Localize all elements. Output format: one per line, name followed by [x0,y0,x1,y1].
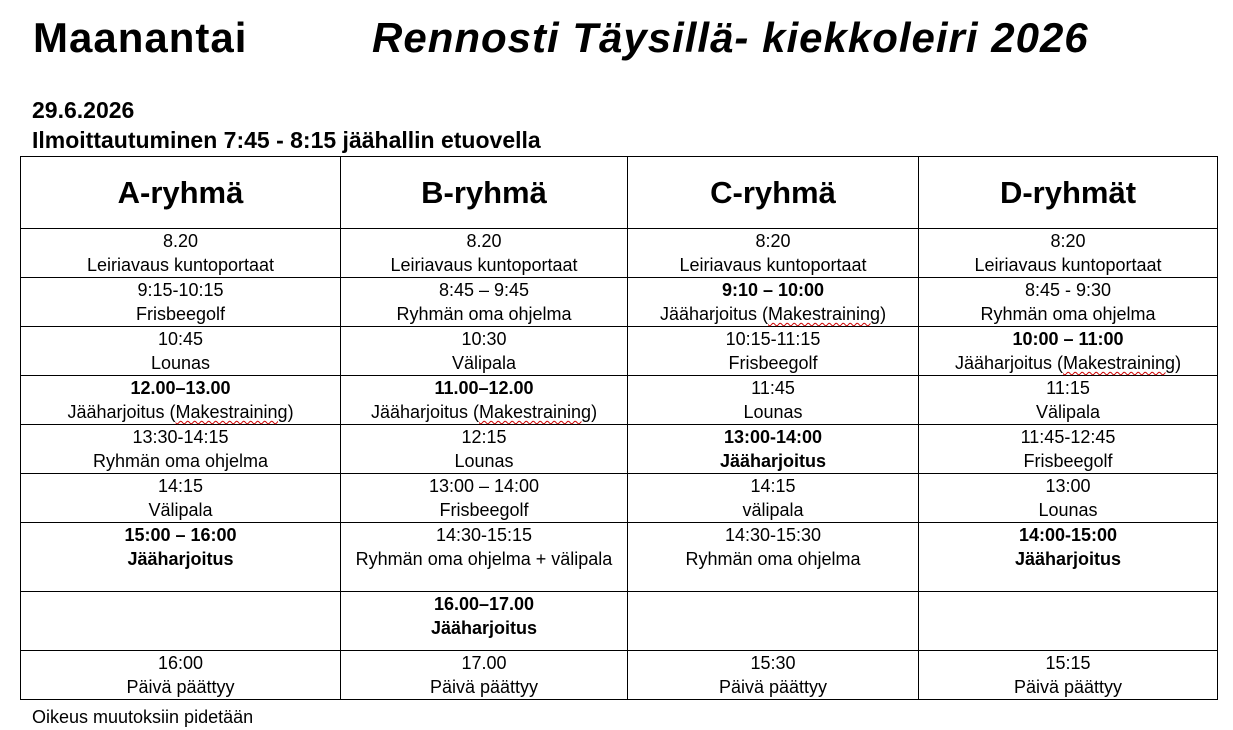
slot-activity: Leiriavaus kuntoportaat [679,255,867,275]
slot-time: 8.20 [466,231,502,251]
slot-activity: Leiriavaus kuntoportaat [974,255,1162,275]
schedule-cell-d [919,229,1218,278]
schedule-cell-d [919,376,1218,425]
schedule-cell-a [21,651,341,700]
schedule-cell-a [21,592,341,651]
slot-activity: Välipala [451,353,517,373]
slot-activity: Leiriavaus kuntoportaat [390,255,578,275]
schedule-row [21,474,1218,523]
slot-time: 16:00 [157,653,204,673]
schedule-cell-c [628,523,919,592]
slot-time: 8:20 [755,231,791,251]
schedule-row [21,376,1218,425]
schedule-cell-c [628,474,919,523]
slot-activity: Jääharjoitus (Makestraining) [370,402,598,422]
schedule-cell-b [341,592,628,651]
slot-activity: Päivä päättyy [718,677,828,697]
slot-activity: Frisbeegolf [439,500,529,520]
slot-activity: Jääharjoitus [1014,549,1122,569]
schedule-cell-d [919,474,1218,523]
slot-activity [919,593,1217,594]
slot-activity: Lounas [743,402,803,422]
slot-time: 11.00–12.00 [434,378,534,398]
slot-time: 8:45 - 9:30 [1024,280,1112,300]
slot-time: 14:30-15:15 [435,525,533,545]
spellcheck-word: Makestraining [1063,353,1176,373]
schedule-cell-c [628,592,919,651]
schedule-cell-b [341,425,628,474]
schedule-cell-a [21,327,341,376]
schedule-row [21,229,1218,278]
slot-activity: Päivä päättyy [126,677,235,697]
schedule-cell-b [341,278,628,327]
slot-activity: Välipala [1035,402,1101,422]
slot-activity [628,593,918,594]
slot-time: 8:20 [1050,231,1086,251]
schedule-cell-a [21,376,341,425]
schedule-cell-a [21,229,341,278]
schedule-cell-d [919,327,1218,376]
registration-info: Ilmoittautuminen 7:45 - 8:15 jäähallin etuovella [32,127,541,153]
schedule-row [21,327,1218,376]
schedule-cell-b [341,651,628,700]
slot-activity: Ryhmän oma ohjelma [685,549,861,569]
slot-time: 12:15 [461,427,507,447]
slot-time: 13:00 [1045,476,1091,496]
spellcheck-word: Makestraining [768,304,881,324]
slot-activity: Päivä päättyy [429,677,539,697]
slot-time: 10:00 – 11:00 [1012,329,1124,349]
slot-activity: Frisbeegolf [728,353,818,373]
slot-time: 14:15 [157,476,204,496]
schedule-cell-d [919,592,1218,651]
schedule-row [21,592,1218,651]
schedule-cell-b [341,523,628,592]
group-header-b: B-ryhmä [341,157,628,229]
schedule-cell-a [21,425,341,474]
slot-time: 10:15-11:15 [725,329,821,349]
slot-time: 14:00-15:00 [1018,525,1118,545]
slot-time: 15:30 [750,653,796,673]
slot-time: 14:30-15:30 [724,525,822,545]
slot-activity: Lounas [454,451,514,471]
slot-activity: Jääharjoitus (Makestraining) [954,353,1182,373]
slot-activity: Ryhmän oma ohjelma [980,304,1156,324]
slot-time: 9:15-10:15 [137,280,224,300]
slot-time: 10:30 [461,329,507,349]
schedule-cell-a [21,474,341,523]
slot-activity: Jääharjoitus (Makestraining) [67,402,294,422]
slot-time: 13:30-14:15 [132,427,229,447]
slot-activity: Frisbeegolf [1023,451,1113,471]
slot-activity: Ryhmän oma ohjelma [396,304,572,324]
slot-activity: Ryhmän oma ohjelma + välipala [355,549,613,569]
schedule-cell-c [628,425,919,474]
slot-activity: Jääharjoitus (Makestraining) [659,304,887,324]
schedule-cell-d [919,651,1218,700]
group-header-row [21,157,1218,229]
group-header-d: D-ryhmät [919,157,1218,229]
slot-time: 12.00–13.00 [130,378,231,398]
slot-time: 14:15 [750,476,796,496]
schedule-cell-c [628,651,919,700]
slot-activity: Lounas [1038,500,1098,520]
spellcheck-word: Makestraining [479,402,592,422]
schedule-cell-b [341,327,628,376]
slot-time: 16.00–17.00 [433,594,535,614]
slot-activity: Jääharjoitus [430,618,538,638]
schedule-cell-c [628,278,919,327]
schedule-cell-d [919,278,1218,327]
schedule-row [21,651,1218,700]
date-label: 29.6.2026 [32,97,135,123]
footer-note: Oikeus muutoksiin pidetään [32,707,254,727]
schedule-cell-d [919,425,1218,474]
schedule-cell-a [21,523,341,592]
schedule-cell-d [919,523,1218,592]
schedule-table [20,156,1218,700]
camp-title: Rennosti Täysillä- kiekkoleiri 2026 [372,14,1089,61]
schedule-row [21,425,1218,474]
slot-activity: välipala [742,500,804,520]
spellcheck-word: Makestraining [175,402,288,422]
slot-time: 8.20 [162,231,199,251]
slot-time: 8:45 – 9:45 [438,280,530,300]
group-header-a: A-ryhmä [21,157,341,229]
slot-time: 17.00 [461,653,507,673]
schedule-cell-c [628,327,919,376]
group-header-c: C-ryhmä [628,157,919,229]
schedule-row [21,523,1218,592]
slot-time: 11:15 [1046,378,1090,398]
schedule-cell-b [341,376,628,425]
slot-time: 11:45-12:45 [1020,427,1116,447]
day-heading: Maanantai [33,14,248,61]
slot-time: 11:45 [751,378,795,398]
schedule-cell-c [628,229,919,278]
slot-activity [21,593,340,594]
schedule-row [21,278,1218,327]
slot-activity: Lounas [150,353,211,373]
schedule-cell-b [341,229,628,278]
schedule-cell-b [341,474,628,523]
slot-activity: Jääharjoitus [719,451,827,471]
slot-activity: Leiriavaus kuntoportaat [86,255,275,275]
slot-time: 10:45 [157,329,204,349]
slot-time: 13:00 – 14:00 [428,476,540,496]
slot-time: 13:00-14:00 [723,427,823,447]
slot-activity: Frisbeegolf [135,304,226,324]
schedule-cell-c [628,376,919,425]
slot-activity: Ryhmän oma ohjelma [92,451,269,471]
slot-activity: Jääharjoitus [127,549,234,569]
slot-time: 15:15 [1045,653,1091,673]
slot-activity: Välipala [148,500,213,520]
slot-time: 9:10 – 10:00 [721,280,825,300]
schedule-body [21,229,1218,700]
schedule-cell-a [21,278,341,327]
slot-activity: Päivä päättyy [1013,677,1123,697]
slot-time: 15:00 – 16:00 [124,525,237,545]
